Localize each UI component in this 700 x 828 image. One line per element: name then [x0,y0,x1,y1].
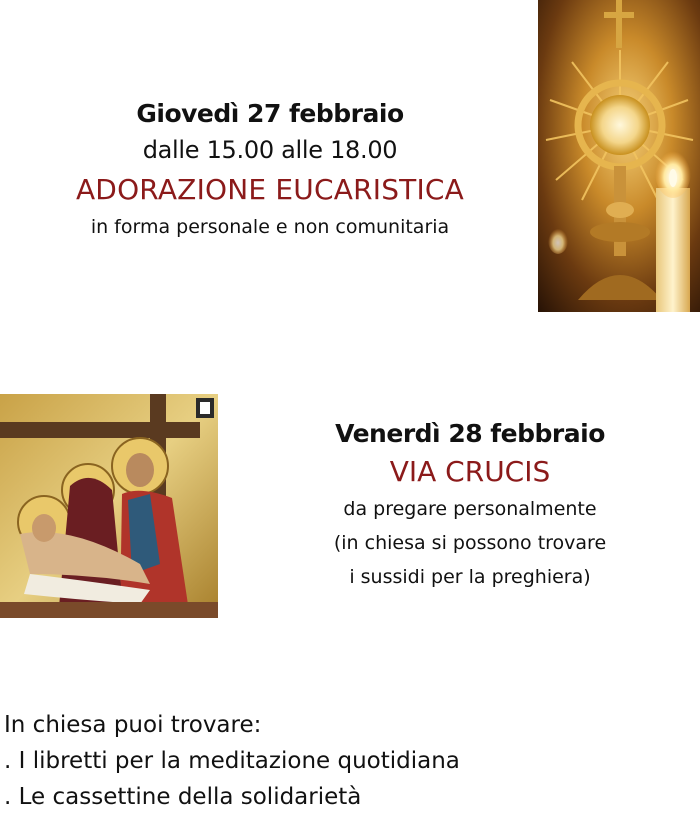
event-title: ADORAZIONE EUCARISTICA [75,173,465,206]
info-heading: In chiesa puoi trovare: [4,712,262,738]
event-description-line: (in chiesa si possono trovare [333,532,607,554]
event-date: Venerdì 28 febbraio [335,419,605,448]
event-via-crucis [250,416,690,594]
event-adoration [40,96,500,242]
church-info-list [4,707,694,815]
monstrance-image [538,0,700,312]
event-description-line: da pregare personalmente [343,498,597,520]
event-description-line: i sussidi per la preghiera) [349,566,591,588]
deposition-icon-image [0,394,218,618]
event-time: dalle 15.00 alle 18.00 [142,136,398,164]
list-item: . Le cassettine della solidarietà [4,784,362,810]
event-date: Giovedì 27 febbraio [136,99,404,128]
event-title: VIA CRUCIS [389,455,551,488]
list-item: . I libretti per la meditazione quotidiana [4,748,460,774]
event-note: in forma personale e non comunitaria [90,216,450,238]
